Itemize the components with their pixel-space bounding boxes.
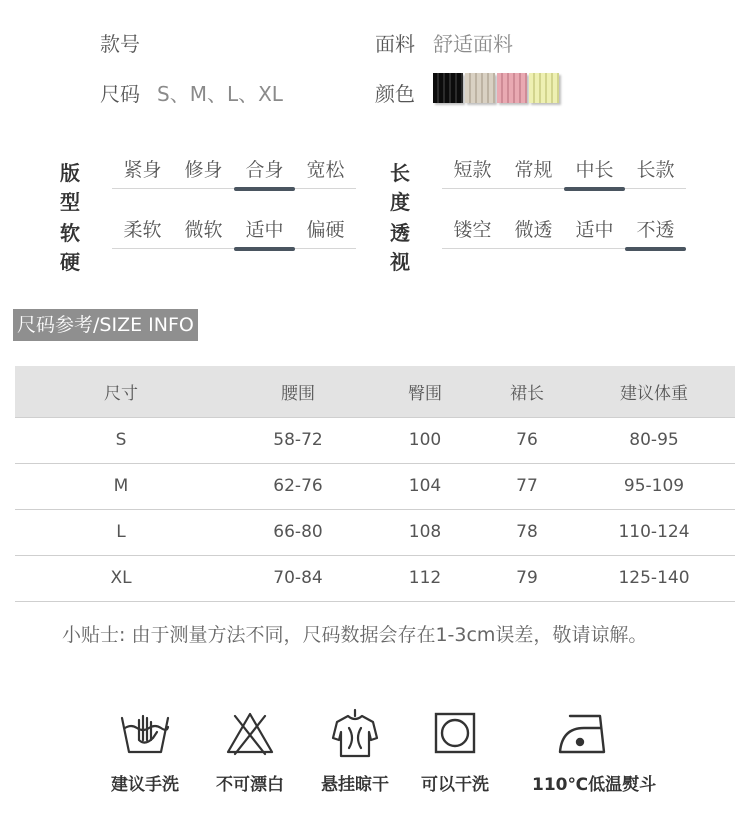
care-tumble-dry bbox=[405, 708, 505, 795]
table-row bbox=[15, 509, 735, 555]
care-iron-low bbox=[532, 708, 657, 795]
color-label: 颜色 bbox=[375, 82, 415, 106]
header-cell: 腰围 bbox=[227, 366, 369, 417]
attr-title: 透视 bbox=[390, 221, 410, 274]
fabric-value: 舒适面料 bbox=[433, 32, 513, 56]
table-cell: M bbox=[15, 463, 227, 509]
attr-option-selected: 不透 bbox=[625, 217, 686, 248]
swatch-pink[interactable] bbox=[497, 73, 527, 103]
swatch-beige[interactable] bbox=[465, 73, 495, 103]
table-cell: 79 bbox=[481, 555, 573, 601]
attr-options bbox=[112, 157, 356, 189]
attr-title: 版型 bbox=[60, 161, 80, 214]
table-cell: 62-76 bbox=[227, 463, 369, 509]
attr-option: 微透 bbox=[514, 219, 553, 241]
size-table-header bbox=[15, 366, 735, 417]
table-cell: 104 bbox=[369, 463, 481, 509]
care-hand-wash bbox=[95, 708, 195, 795]
table-row bbox=[15, 463, 735, 509]
attr-option: 紧身 bbox=[123, 159, 162, 181]
care-label: 悬挂晾干 bbox=[321, 775, 389, 795]
table-cell: 108 bbox=[369, 509, 481, 555]
table-cell: 100 bbox=[369, 417, 481, 463]
table-cell: 112 bbox=[369, 555, 481, 601]
fabric-label: 面料 bbox=[375, 32, 415, 56]
table-cell: XL bbox=[15, 555, 227, 601]
table-cell: 58-72 bbox=[227, 417, 369, 463]
care-label: 不可漂白 bbox=[216, 775, 284, 795]
table-cell: 80-95 bbox=[573, 417, 735, 463]
style-no-label: 款号 bbox=[100, 32, 140, 56]
care-hang-dry bbox=[305, 708, 405, 795]
iron-low-icon bbox=[532, 708, 632, 758]
header-cell: 尺寸 bbox=[15, 366, 227, 417]
size-label: 尺码 bbox=[100, 82, 140, 106]
table-cell: 78 bbox=[481, 509, 573, 555]
attr-option: 常规 bbox=[514, 159, 553, 181]
attr-title: 长度 bbox=[390, 161, 410, 214]
table-row bbox=[15, 555, 735, 601]
table-cell: L bbox=[15, 509, 227, 555]
table-cell: 70-84 bbox=[227, 555, 369, 601]
attr-option-selected: 适中 bbox=[234, 217, 295, 248]
swatch-black[interactable] bbox=[433, 73, 463, 103]
table-cell: 66-80 bbox=[227, 509, 369, 555]
size-tip: 小贴士: 由于测量方法不同，尺码数据会存在1-3cm误差，敬请谅解。 bbox=[62, 624, 648, 646]
attr-options bbox=[112, 217, 356, 249]
attr-option: 微软 bbox=[184, 219, 223, 241]
attr-option-selected: 中长 bbox=[564, 157, 625, 188]
header-cell: 建议体重 bbox=[573, 366, 735, 417]
table-cell: S bbox=[15, 417, 227, 463]
attr-options bbox=[442, 217, 686, 249]
header-cell: 臀围 bbox=[369, 366, 481, 417]
attr-option: 短款 bbox=[453, 159, 492, 181]
attr-option: 长款 bbox=[636, 159, 675, 181]
care-label: 可以干洗 bbox=[421, 775, 489, 795]
no-bleach-icon bbox=[200, 708, 300, 758]
attr-options bbox=[442, 157, 686, 189]
care-label: 110℃低温熨斗 bbox=[532, 775, 657, 795]
attr-option: 宽松 bbox=[306, 159, 345, 181]
hang-dry-icon bbox=[305, 708, 405, 758]
table-cell: 110-124 bbox=[573, 509, 735, 555]
attr-option: 修身 bbox=[184, 159, 223, 181]
care-label: 建议手洗 bbox=[111, 775, 179, 795]
care-no-bleach bbox=[200, 708, 300, 795]
size-value: S、M、L、XL bbox=[157, 82, 283, 106]
attr-option: 偏硬 bbox=[306, 219, 345, 241]
attr-option: 适中 bbox=[575, 219, 614, 241]
size-info-banner: 尺码参考/SIZE INFO bbox=[13, 309, 198, 341]
swatch-yellow[interactable] bbox=[529, 73, 559, 103]
table-cell: 77 bbox=[481, 463, 573, 509]
table-cell: 125-140 bbox=[573, 555, 735, 601]
table-row bbox=[15, 417, 735, 463]
attr-title: 软硬 bbox=[60, 221, 80, 274]
tumble-dry-icon bbox=[405, 708, 505, 758]
attr-option: 柔软 bbox=[123, 219, 162, 241]
table-cell: 95-109 bbox=[573, 463, 735, 509]
header-cell: 裙长 bbox=[481, 366, 573, 417]
size-table bbox=[15, 366, 735, 602]
hand-wash-icon bbox=[95, 708, 195, 758]
color-swatches bbox=[433, 73, 559, 103]
table-cell: 76 bbox=[481, 417, 573, 463]
attr-option-selected: 合身 bbox=[234, 157, 295, 188]
attr-option: 镂空 bbox=[453, 219, 492, 241]
